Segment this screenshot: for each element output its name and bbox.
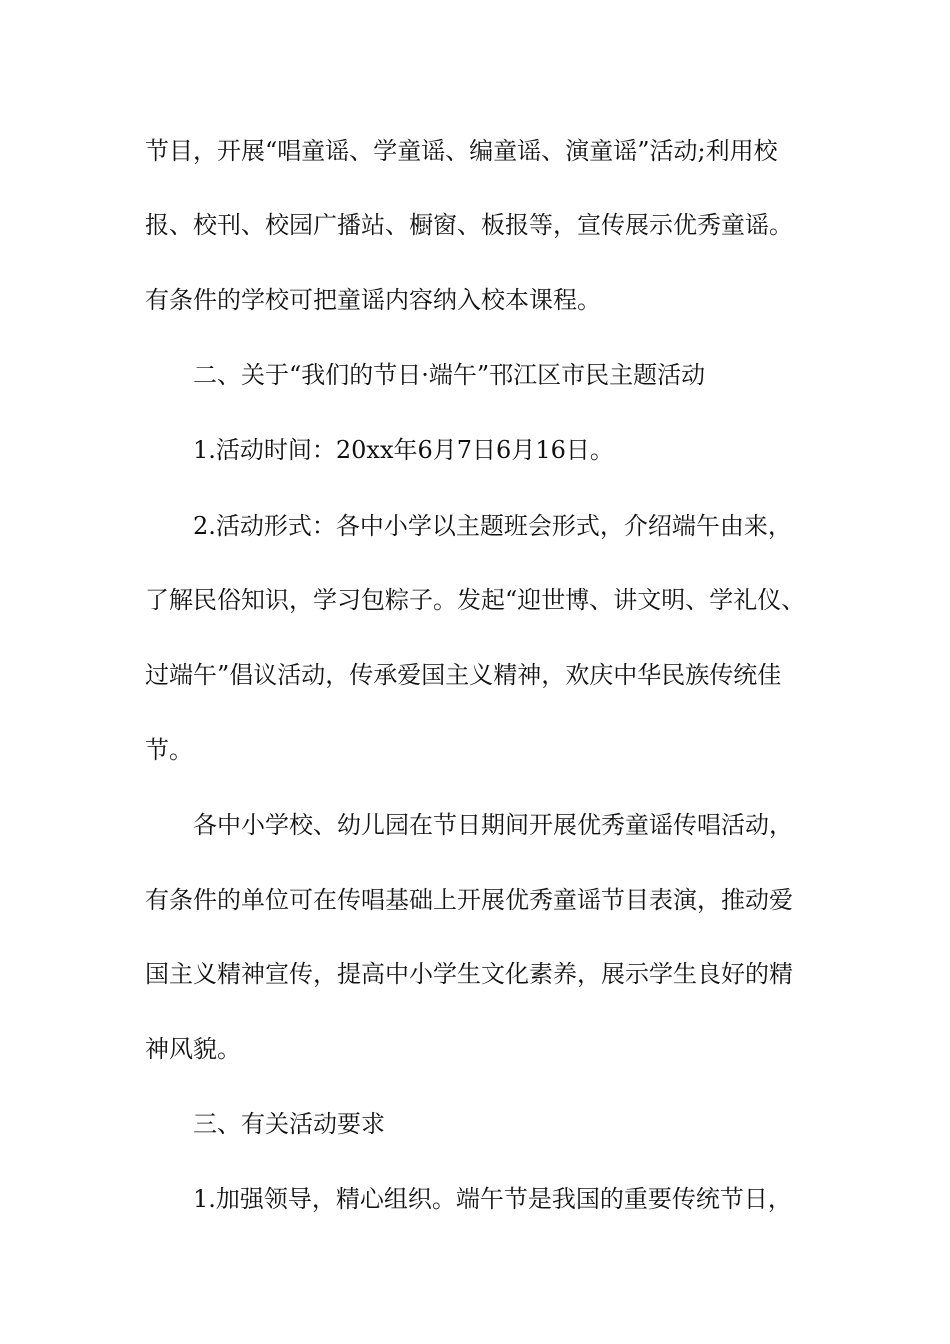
text-line: 各中小学校、幼儿园在节日期间开展优秀童谣传唱活动，: [193, 811, 793, 839]
text-line: 过端午”倡议活动，传承爱国主义精神，欢庆中华民族传统佳: [145, 661, 782, 689]
text-line: 节目，开展“唱童谣、学童谣、编童谣、演童谣”活动;利用校: [145, 137, 778, 165]
section-heading: 二、关于“我们的节日·端午”邗江区市民主题活动: [193, 361, 706, 389]
text-line: 1.加强领导，精心组织。端午节是我国的重要传统节日，: [193, 1185, 792, 1213]
section-heading: 三、有关活动要求: [193, 1110, 385, 1138]
text-line: 国主义精神宣传，提高中小学生文化素养，展示学生良好的精: [145, 960, 793, 988]
text-line: 神风貌。: [145, 1035, 241, 1063]
text-line: 节。: [145, 736, 193, 764]
text-line: 有条件的学校可把童谣内容纳入校本课程。: [145, 286, 601, 314]
text-line: 了解民俗知识，学习包粽子。发起“迎世博、讲文明、学礼仪、: [145, 586, 806, 614]
text-line: 有条件的单位可在传唱基础上开展优秀童谣节目表演，推动爱: [145, 886, 793, 914]
text-line: 2.活动形式：各中小学以主题班会形式，介绍端午由来，: [193, 512, 792, 540]
text-line: 报、校刊、校园广播站、橱窗、板报等，宣传展示优秀童谣。: [145, 211, 793, 239]
text-line: 1.活动时间：20xx年6月7日6月16日。: [193, 436, 614, 464]
